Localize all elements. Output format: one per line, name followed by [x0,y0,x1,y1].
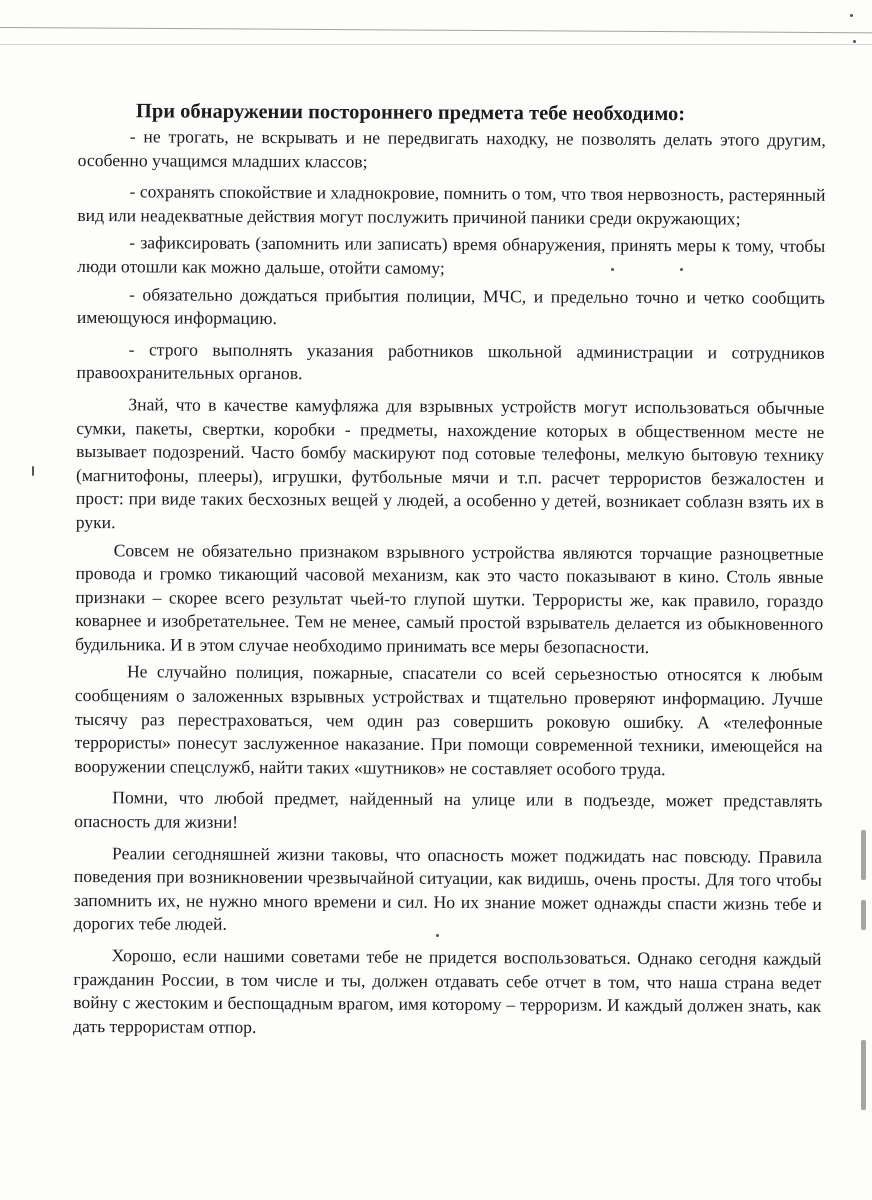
scan-edge-mark [861,830,866,880]
instruction-bullet-3: - зафиксировать (запомнить или записать) время обнаружения, принять меры к тому, чтобы люди отошли как можно дальше, отойти самому; [77,232,826,278]
scan-edge-mark [861,1040,866,1110]
instruction-bullet-4: - обязательно дождаться прибытия полиции, МЧС, и предельно точно и четко сообщить имеющуюся информацию. [76,283,826,329]
scan-speck [850,14,853,17]
paragraph-police: Не случайно полиция, пожарные, спасатели со всей серьезностью относятся к любым сообщениям о заложенных взрывных устройствах и тщательно проверяют информацию. Лучше тысячу раз перестраховаться, чем один раз совершить роковую ошибку. А «телефонные террористы» понесут заслуженное наказание. При помощи современной техники, имеющейся на вооружении спецслужб, найти таких «шутников» не составляет особого труда. [74,661,824,779]
scan-edge-mark [861,900,866,930]
paragraph-danger: Помни, что любой предмет, найденный на улице или в подъезде, может представлять опасность для жизни! [74,787,823,832]
paragraph-camouflage: Знай, что в качестве камуфляжа для взрывных устройств могут использоваться обычные сумки, пакеты, свертки, коробки - предметы, нахождение которых в общественном месте не вызывает подозрений. Часто бомбу маскируют под сотовые телефоны, мелкую бытовую технику (магнитофоны, плееры), игрушки, футбольные мячи и т.п. расчет террористов безжалостен и прост: при виде таких бесхозных вещей у людей, а особенно у детей, возникает соблазн взять их в руки. [75,394,825,533]
paragraph-conclusion: Хорошо, если нашими советами тебе не придется воспользоваться. Однако сегодня каждый гражданин России, в том числе и ты, должен отдавать себе отчет в том, что наша страна ведет войну с жестоким и беспощадным врагом, имя которому – терроризм. И каждый должен знать, как дать террористам отпор. [73,945,822,1037]
paragraph-signs: Совсем не обязательно признаком взрывного устройства являются торчащие разноцветные провода и громко тикающий часовой механизм, как это часто показывают в кино. Столь явные признаки – скорее всего результат чьей-то глупой шутки. Террористы же, как правило, гораздо коварнее и изобретательнее. Тем не менее, самый простой взрыватель делается из обыкновенного будильника. И в этом случае необходимо принимать все меры безопасности. [75,539,824,657]
scan-speck [32,466,34,476]
paragraph-reality: Реалии сегодняшней жизни таковы, что опасность может поджидать нас повсюду. Правила поведения при возникновении чрезвычайной ситуации, как видишь, очень просты. Для того чтобы запомнить их, не нужно много времени и сил. Но их знание может однажды спасти жизнь тебе и дорогих тебе людей. [73,842,823,935]
document-body [73,98,826,1042]
scan-artifact-line [0,44,872,45]
instruction-bullet-2: - сохранять спокойствие и хладнокровие, помнить о том, что твоя нервозность, растерянный вид или неадекватные действия могут послужить причиной паники среди окружающих; [77,181,826,229]
scan-artifact-line [0,27,872,33]
instruction-bullet-1: - не трогать, не вскрывать и не передвигать находку, не позволять делать этого другим, особенно учащимся младших классов; [77,126,826,172]
scan-speck [853,40,856,43]
instruction-bullet-5: - строго выполнять указания работников школьной администрации и сотрудников правоохранительных органов. [76,339,825,384]
document-title: При обнаружении постороннего предмета тебе необходимо: [135,100,686,126]
